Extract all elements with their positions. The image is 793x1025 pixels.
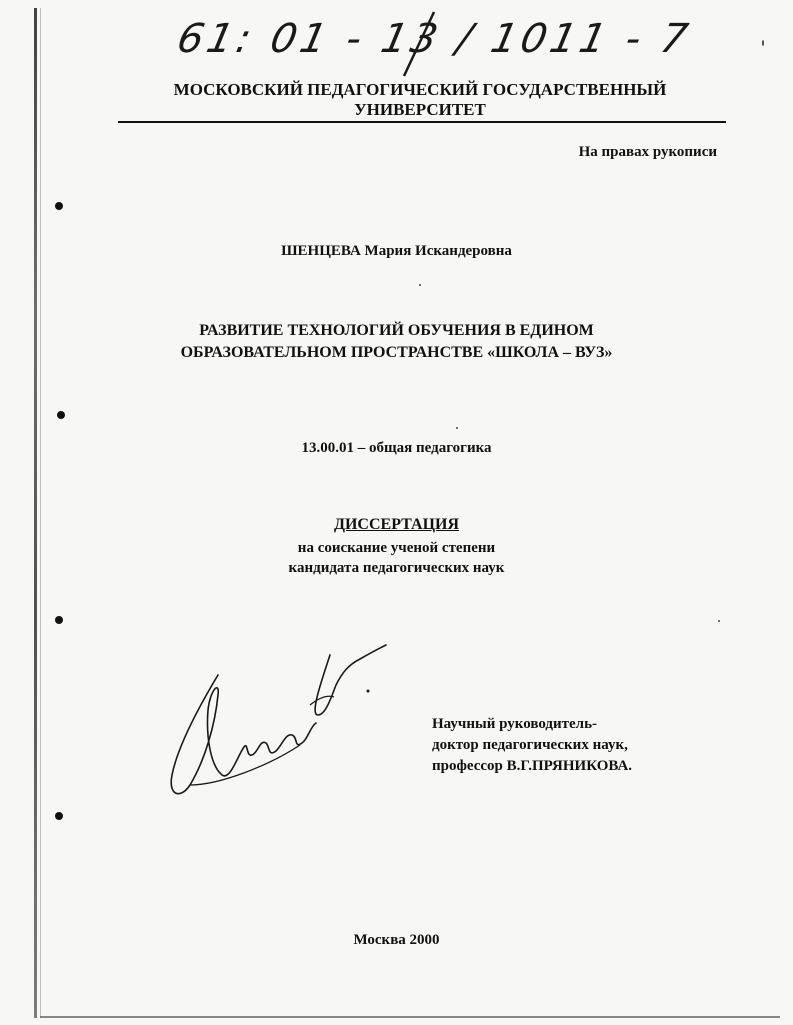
supervisor-line2: доктор педагогических наук, (432, 737, 628, 753)
scan-edge-line-secondary (40, 8, 41, 1018)
degree-line1: на соискание ученой степени (297, 540, 496, 556)
author-signature (160, 635, 400, 815)
university-name-line1: МОСКОВСКИЙ ПЕДАГОГИЧЕСКИЙ ГОСУДАРСТВЕННЫЙ (173, 80, 667, 99)
scientific-supervisor (432, 714, 632, 777)
handwritten-slash-mark (172, 10, 592, 80)
author-name (0, 243, 793, 260)
scan-speck (718, 620, 720, 622)
university-name (80, 80, 760, 120)
punch-hole-dot (57, 411, 65, 419)
scan-speck (419, 284, 421, 286)
degree-description (0, 538, 793, 578)
thesis-title-line1: РАЗВИТИЕ ТЕХНОЛОГИЙ ОБУЧЕНИЯ В ЕДИНОМ (199, 322, 594, 339)
university-name-line2: УНИВЕРСИТЕТ (354, 100, 486, 119)
city-year: Москва 2000 (353, 932, 440, 948)
author-surname: ШЕНЦЕВА (281, 243, 361, 259)
thesis-title (0, 320, 793, 364)
scan-edge-line (34, 8, 37, 1018)
degree-line2: кандидата педагогических наук (288, 560, 505, 576)
punch-hole-dot (55, 812, 63, 820)
supervisor-line3: профессор В.Г.ПРЯНИКОВА. (432, 758, 633, 774)
punch-hole-dot (55, 616, 63, 624)
specialty-code: 13.00.01 – общая педагогика (301, 440, 492, 456)
scan-speck (456, 427, 458, 429)
scan-speck (762, 40, 764, 46)
header-divider (118, 121, 726, 123)
scan-bottom-line (40, 1016, 780, 1018)
author-given-names: Мария Искандеровна (364, 243, 512, 259)
rights-note: На правах рукописи (578, 144, 717, 160)
thesis-title-line2: ОБРАЗОВАТЕЛЬНОМ ПРОСТРАНСТВЕ «ШКОЛА – ВУЗ» (180, 344, 613, 361)
supervisor-line1: Научный руководитель- (432, 716, 597, 732)
handwritten-catalog-number: 61: 01 - 13 / 1011 - 7 (172, 10, 592, 72)
punch-hole-dot (55, 202, 63, 210)
document-type: ДИССЕРТАЦИЯ (333, 516, 460, 533)
